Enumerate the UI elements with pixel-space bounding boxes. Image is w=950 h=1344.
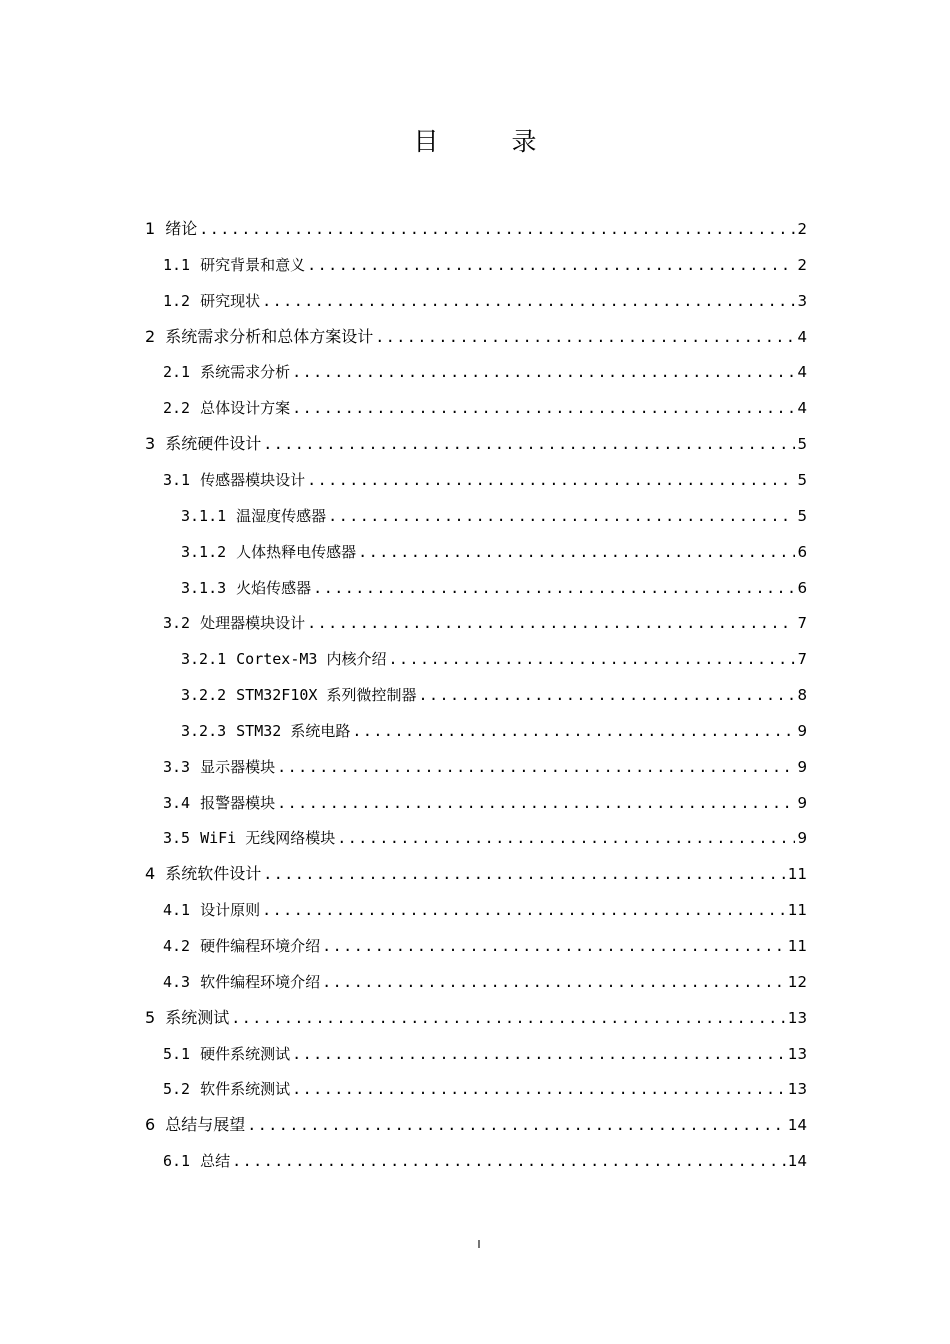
- toc-dot-leader: [322, 964, 786, 1000]
- toc-dot-leader: [292, 1036, 786, 1072]
- toc-entry-page: 8: [797, 686, 807, 705]
- toc-entry-page: 6: [797, 578, 807, 597]
- toc-entry-number: 3.4: [163, 793, 191, 812]
- toc-dot-leader: [263, 426, 795, 462]
- toc-entry-number: 3.1.2: [181, 542, 227, 561]
- toc-entry[interactable]: [181, 534, 807, 570]
- toc-entry-title: 报警器模块: [200, 793, 276, 812]
- toc-entry-page: 11: [787, 865, 807, 884]
- toc-entry[interactable]: [163, 462, 807, 498]
- toc-entry-title: 研究背景和意义: [200, 255, 306, 274]
- toc-dot-leader: [292, 1071, 786, 1107]
- toc-entry[interactable]: [163, 283, 807, 319]
- toc-entry-title: 传感器模块设计: [200, 470, 306, 489]
- toc-dot-leader: [313, 570, 795, 606]
- toc-entry-number: 3.2.1: [181, 650, 227, 669]
- toc-entry-number: 2: [145, 326, 156, 346]
- toc-entry-page: 9: [797, 757, 807, 776]
- toc-entry-page: 9: [797, 793, 807, 812]
- toc-dot-leader: [247, 1107, 786, 1143]
- toc-entry-number: 2.2: [163, 399, 191, 418]
- toc-entry-number: 2.1: [163, 363, 191, 382]
- toc-entry[interactable]: [181, 713, 807, 749]
- toc-entry-title: 人体热释电传感器: [236, 542, 357, 561]
- toc-entry-number: 3.5: [163, 829, 191, 848]
- toc-dot-leader: [262, 283, 795, 319]
- toc-entry-title: 系统软件设计: [165, 864, 262, 884]
- toc-entry[interactable]: [163, 354, 807, 390]
- toc-entry-title: 显示器模块: [200, 757, 276, 776]
- toc-entry-page: 2: [797, 255, 807, 274]
- toc-entry-title: 系统测试: [165, 1007, 230, 1027]
- toc-entry-number: 1.1: [163, 255, 191, 274]
- toc-entry[interactable]: [181, 570, 807, 606]
- toc-entry-title: 设计原则: [200, 901, 261, 920]
- toc-dot-leader: [358, 534, 795, 570]
- toc-entry[interactable]: [163, 749, 807, 785]
- toc-entry-page: 4: [797, 399, 807, 418]
- toc-entry[interactable]: [145, 319, 807, 355]
- toc-entry[interactable]: [163, 964, 807, 1000]
- toc-entry-number: 3.1.1: [181, 506, 227, 525]
- toc-entry[interactable]: [181, 498, 807, 534]
- toc-entry-number: 6: [145, 1115, 156, 1135]
- toc-entry-page: 6: [797, 542, 807, 561]
- toc-entry-page: 7: [797, 614, 807, 633]
- toc-entry-page: 5: [797, 470, 807, 489]
- toc-entry-page: 14: [787, 1116, 807, 1135]
- toc-entry[interactable]: [145, 1000, 807, 1036]
- page-title: 目 录: [413, 127, 561, 156]
- toc-dot-leader: [337, 820, 795, 856]
- toc-entry-page: 2: [797, 220, 807, 238]
- toc-dot-leader: [388, 641, 795, 677]
- toc-dot-leader: [307, 605, 795, 641]
- toc-entry-number: 3.1: [163, 470, 191, 489]
- toc-entry-title: 软件系统测试: [200, 1080, 291, 1099]
- toc-entry[interactable]: [163, 928, 807, 964]
- toc-entry-title: 系统硬件设计: [165, 434, 262, 454]
- toc-dot-leader: [292, 354, 795, 390]
- toc-dot-leader: [418, 677, 795, 713]
- toc-entry-title: STM32F10X 系列微控制器: [236, 686, 417, 705]
- toc-entry-title: 研究现状: [200, 291, 261, 310]
- toc-dot-leader: [352, 713, 795, 749]
- toc-entry-title: 硬件系统测试: [200, 1044, 291, 1063]
- toc-entry-number: 4.1: [163, 901, 191, 920]
- toc-dot-leader: [322, 928, 786, 964]
- toc-entry-page: 12: [787, 972, 807, 991]
- toc-entry-title: 总结: [200, 1152, 231, 1171]
- toc-dot-leader: [307, 247, 795, 283]
- toc-entry-title: Cortex-M3 内核介绍: [236, 650, 387, 669]
- toc-entry-page: 5: [797, 506, 807, 525]
- toc-dot-leader: [263, 856, 786, 892]
- toc-entry-page: 7: [797, 650, 807, 669]
- toc-entry-title: 火焰传感器: [236, 578, 312, 597]
- toc-entry-title: 软件编程环境介绍: [200, 972, 321, 991]
- toc-entry-page: 14: [787, 1152, 807, 1171]
- toc-entry-title: 总体设计方案: [200, 399, 291, 418]
- toc-entry-page: 9: [797, 829, 807, 848]
- toc-entry-number: 1: [145, 219, 156, 238]
- toc-entry-title: STM32 系统电路: [236, 721, 351, 740]
- toc-entry-number: 3.2.2: [181, 686, 227, 705]
- toc-entry-number: 5.1: [163, 1044, 191, 1063]
- toc-entry[interactable]: [163, 785, 807, 821]
- toc-entry-page: 5: [797, 435, 807, 454]
- toc-entry-number: 4.3: [163, 972, 191, 991]
- toc-dot-leader: [277, 749, 795, 785]
- toc-entry-page: 11: [787, 901, 807, 920]
- toc-entry-title: WiFi 无线网络模块: [200, 829, 336, 848]
- toc-entry-number: 3.2: [163, 614, 191, 633]
- toc-dot-leader: [375, 319, 795, 355]
- toc-dot-leader: [232, 1143, 786, 1179]
- toc-entry-page: 13: [787, 1008, 807, 1027]
- toc-entry[interactable]: [163, 1071, 807, 1107]
- toc-dot-leader: [328, 498, 795, 534]
- toc-entry-title: 系统需求分析: [200, 363, 291, 382]
- toc-entry-number: 3.2.3: [181, 721, 227, 740]
- toc-entry-title: 总结与展望: [165, 1115, 246, 1135]
- toc-entry[interactable]: [163, 247, 807, 283]
- toc-entry-page: 11: [787, 937, 807, 955]
- toc-entry[interactable]: [145, 856, 807, 892]
- toc-entry-number: 1.2: [163, 291, 191, 310]
- toc-entry-number: 3: [145, 434, 156, 454]
- toc-entry-number: 4: [145, 864, 156, 884]
- toc-entry[interactable]: [181, 641, 807, 677]
- toc-entry-number: 6.1: [163, 1152, 191, 1171]
- toc-entry[interactable]: [163, 820, 807, 856]
- toc-dot-leader: [292, 390, 795, 426]
- toc-entry[interactable]: [163, 390, 807, 426]
- toc-entry-number: 3.3: [163, 757, 191, 776]
- toc-entry-title: 处理器模块设计: [200, 614, 306, 633]
- toc-entry-number: 5.2: [163, 1080, 191, 1099]
- toc-dot-leader: [307, 462, 795, 498]
- toc-entry-page: 4: [797, 327, 807, 346]
- toc-entry-page: 13: [787, 1044, 807, 1063]
- toc-entry[interactable]: [145, 426, 807, 462]
- toc-entry-title: 温湿度传感器: [236, 506, 327, 525]
- toc-dot-leader: [199, 211, 795, 247]
- page-number: I: [477, 1238, 481, 1251]
- toc-entry[interactable]: [163, 892, 807, 928]
- toc-entry-number: 3.1.3: [181, 578, 227, 597]
- toc-entry-page: 9: [797, 721, 807, 740]
- toc-entry-page: 13: [787, 1080, 807, 1099]
- toc-entry-page: 3: [797, 291, 807, 310]
- toc-dot-leader: [231, 1000, 786, 1036]
- toc-entry[interactable]: [145, 1107, 807, 1143]
- toc-entry[interactable]: [163, 1036, 807, 1072]
- toc-entry[interactable]: [181, 677, 807, 713]
- toc-entry-page: 4: [797, 363, 807, 382]
- toc-entry[interactable]: [163, 605, 807, 641]
- toc-entry-title: 硬件编程环境介绍: [200, 937, 321, 955]
- toc-entry[interactable]: [163, 1143, 807, 1179]
- toc-dot-leader: [277, 785, 795, 821]
- toc-entry-number: 5: [145, 1007, 156, 1027]
- toc-entry-number: 4.2: [163, 937, 191, 955]
- toc-entry-title: 系统需求分析和总体方案设计: [165, 326, 374, 346]
- toc-entry-title: 绪论: [165, 219, 198, 238]
- toc-entry[interactable]: [145, 211, 807, 247]
- toc-dot-leader: [262, 892, 786, 928]
